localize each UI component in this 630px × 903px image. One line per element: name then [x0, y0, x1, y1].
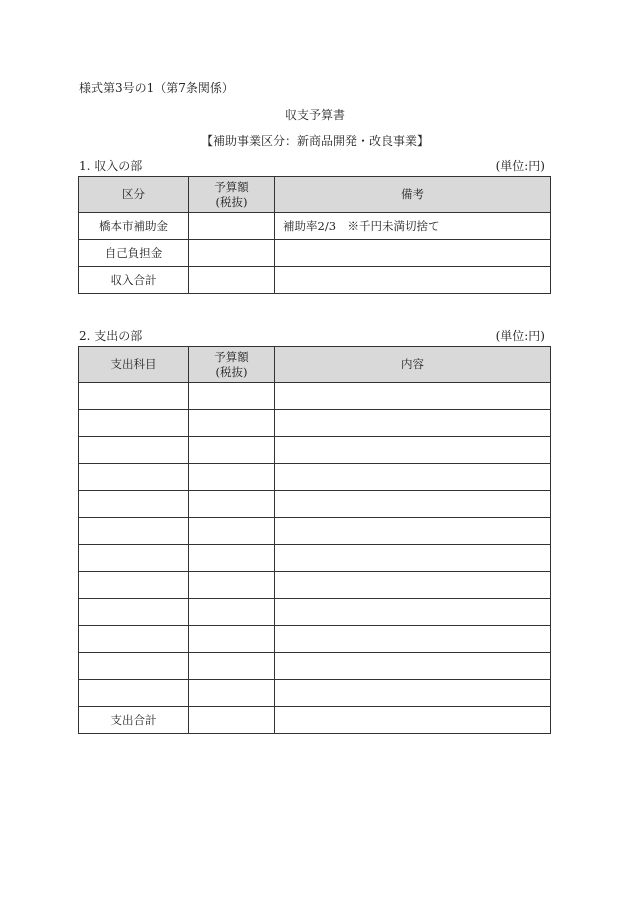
expense-unit-label: (単位:円)	[495, 329, 545, 343]
expense-table	[78, 346, 551, 734]
income-remarks-cell[interactable]	[275, 267, 551, 294]
income-section-title: 1. 収入の部	[79, 159, 143, 173]
income-total-label: 収入合計	[79, 267, 189, 294]
project-category: 【補助事業区分：新商品開発・改良事業】	[200, 134, 429, 148]
income-header-budget	[189, 177, 275, 213]
expense-header-content: 内容	[275, 347, 551, 383]
expense-amount-cell[interactable]	[189, 437, 275, 464]
expense-content-cell[interactable]	[275, 653, 551, 680]
income-header-remarks: 備考	[275, 177, 551, 213]
table-row	[79, 437, 551, 464]
income-total-amount-cell[interactable]	[189, 267, 275, 294]
table-row	[79, 410, 551, 437]
expense-item-cell[interactable]	[79, 410, 189, 437]
expense-content-cell[interactable]	[275, 410, 551, 437]
document-title: 収支予算書	[284, 108, 345, 122]
expense-content-cell[interactable]	[275, 599, 551, 626]
form-number: 様式第3号の1（第7条関係）	[79, 81, 234, 95]
table-row	[79, 491, 551, 518]
expense-content-cell[interactable]	[275, 491, 551, 518]
expense-amount-cell[interactable]	[189, 464, 275, 491]
expense-item-cell[interactable]	[79, 464, 189, 491]
table-row	[79, 707, 551, 734]
expense-item-cell[interactable]	[79, 437, 189, 464]
table-row	[79, 572, 551, 599]
expense-content-cell[interactable]	[275, 383, 551, 410]
table-row	[79, 213, 551, 240]
expense-header-item: 支出科目	[79, 347, 189, 383]
expense-total-amount-cell[interactable]	[189, 707, 275, 734]
expense-total-label: 支出合計	[79, 707, 189, 734]
expense-amount-cell[interactable]	[189, 383, 275, 410]
expense-item-cell[interactable]	[79, 599, 189, 626]
expense-amount-cell[interactable]	[189, 626, 275, 653]
expense-section-header	[79, 327, 551, 344]
expense-item-cell[interactable]	[79, 653, 189, 680]
table-row	[79, 599, 551, 626]
expense-section-title: 2. 支出の部	[79, 329, 143, 343]
table-row	[79, 267, 551, 294]
expense-amount-cell[interactable]	[189, 545, 275, 572]
expense-amount-cell[interactable]	[189, 653, 275, 680]
expense-item-cell[interactable]	[79, 626, 189, 653]
expense-header-budget	[189, 347, 275, 383]
expense-content-cell[interactable]	[275, 437, 551, 464]
expense-content-cell[interactable]	[275, 518, 551, 545]
expense-item-cell[interactable]	[79, 572, 189, 599]
expense-content-cell[interactable]	[275, 545, 551, 572]
expense-amount-cell[interactable]	[189, 599, 275, 626]
table-row	[79, 680, 551, 707]
income-row-label: 自己負担金	[79, 240, 189, 267]
expense-content-cell[interactable]	[275, 572, 551, 599]
table-row	[79, 545, 551, 572]
expense-header-budget-line2: (税抜)	[215, 364, 248, 379]
income-section-header	[79, 157, 551, 174]
income-header-row	[79, 177, 551, 213]
expense-content-cell[interactable]	[275, 680, 551, 707]
expense-content-cell[interactable]	[275, 707, 551, 734]
expense-item-cell[interactable]	[79, 491, 189, 518]
expense-header-row	[79, 347, 551, 383]
income-table	[78, 176, 551, 294]
expense-amount-cell[interactable]	[189, 410, 275, 437]
expense-item-cell[interactable]	[79, 680, 189, 707]
expense-item-cell[interactable]	[79, 383, 189, 410]
table-row	[79, 383, 551, 410]
income-amount-cell[interactable]	[189, 240, 275, 267]
expense-amount-cell[interactable]	[189, 518, 275, 545]
income-header-category: 区分	[79, 177, 189, 213]
income-header-budget-line1: 予算額	[214, 179, 249, 194]
expense-header-budget-line1: 予算額	[214, 349, 249, 364]
table-row	[79, 518, 551, 545]
table-row	[79, 653, 551, 680]
income-header-budget-line2: (税抜)	[215, 194, 248, 209]
income-remarks-cell[interactable]: 補助率2/3 ※千円未満切捨て	[275, 213, 551, 240]
expense-item-cell[interactable]	[79, 518, 189, 545]
table-row	[79, 240, 551, 267]
income-unit-label: (単位:円)	[495, 159, 545, 173]
table-row	[79, 464, 551, 491]
expense-content-cell[interactable]	[275, 464, 551, 491]
table-row	[79, 626, 551, 653]
expense-item-cell[interactable]	[79, 545, 189, 572]
income-row-label: 橋本市補助金	[79, 213, 189, 240]
expense-amount-cell[interactable]	[189, 491, 275, 518]
income-remarks-cell[interactable]	[275, 240, 551, 267]
expense-content-cell[interactable]	[275, 626, 551, 653]
expense-amount-cell[interactable]	[189, 680, 275, 707]
income-amount-cell[interactable]	[189, 213, 275, 240]
expense-amount-cell[interactable]	[189, 572, 275, 599]
